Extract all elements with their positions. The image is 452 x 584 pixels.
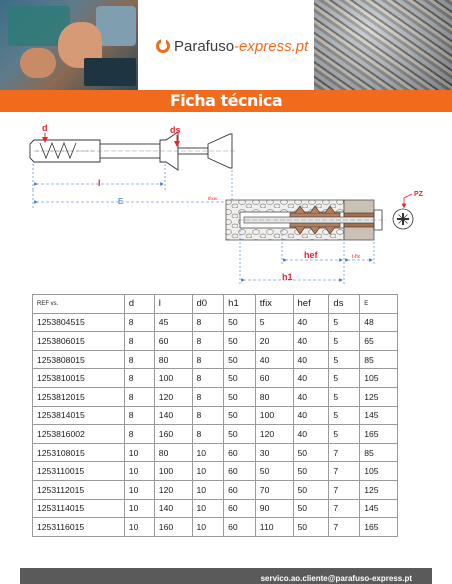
table-cell: 10	[124, 499, 154, 518]
header-tfix: tfix	[255, 295, 293, 314]
spec-table	[32, 294, 398, 537]
footer-bar	[20, 568, 432, 584]
table-cell: 7	[329, 518, 360, 537]
label-tfixer: tfixer	[208, 196, 218, 201]
label-l: l	[98, 178, 101, 188]
table-cell: 7	[329, 499, 360, 518]
table-cell: 1253804515	[33, 313, 125, 332]
table-cell: 125	[360, 480, 398, 499]
table-cell: 10	[124, 480, 154, 499]
table-cell: 145	[360, 499, 398, 518]
table-cell: 1253110015	[33, 462, 125, 481]
header-banner	[0, 0, 452, 90]
table-cell: 80	[154, 443, 192, 462]
table-cell: 1253116015	[33, 518, 125, 537]
screws-photo	[314, 0, 452, 90]
table-cell: 5	[329, 406, 360, 425]
table-cell: 120	[154, 480, 192, 499]
table-cell: 50	[293, 480, 329, 499]
table-cell: 10	[192, 443, 224, 462]
header-l: l	[154, 295, 192, 314]
table-row	[33, 406, 398, 425]
table-cell: 1253812015	[33, 387, 125, 406]
table-cell: 160	[154, 518, 192, 537]
table-cell: 105	[360, 462, 398, 481]
table-header-row	[33, 295, 398, 314]
table-cell: 165	[360, 425, 398, 444]
table-cell: 1253806015	[33, 332, 125, 351]
table-cell: 140	[154, 499, 192, 518]
table-cell: 5	[329, 313, 360, 332]
header-d0: d0	[192, 295, 224, 314]
table-cell: 40	[293, 425, 329, 444]
table-cell: 65	[360, 332, 398, 351]
table-row	[33, 499, 398, 518]
table-cell: 110	[255, 518, 293, 537]
spec-table-wrapper	[32, 294, 398, 537]
table-cell: 8	[124, 387, 154, 406]
table-cell: 50	[293, 518, 329, 537]
label-hef: hef	[304, 250, 318, 260]
table-row	[33, 332, 398, 351]
table-cell: 165	[360, 518, 398, 537]
table-cell: 80	[154, 350, 192, 369]
table-cell: 10	[192, 499, 224, 518]
page-title-bar	[0, 90, 452, 112]
table-row	[33, 350, 398, 369]
table-cell: 50	[255, 462, 293, 481]
table-cell: 40	[293, 406, 329, 425]
label-e: E	[118, 197, 124, 206]
table-cell: 60	[224, 518, 256, 537]
table-cell: 1253108015	[33, 443, 125, 462]
label-tfix: t-fix	[352, 254, 361, 260]
table-cell: 8	[192, 387, 224, 406]
table-cell: 7	[329, 480, 360, 499]
table-cell: 8	[192, 425, 224, 444]
table-cell: 50	[293, 499, 329, 518]
table-cell: 60	[224, 443, 256, 462]
table-cell: 105	[360, 369, 398, 388]
header-h1: h1	[224, 295, 256, 314]
table-cell: 100	[255, 406, 293, 425]
workshop-photo	[0, 0, 138, 90]
table-cell: 145	[360, 406, 398, 425]
label-pz: PZ	[414, 191, 423, 198]
table-cell: 7	[329, 443, 360, 462]
table-cell: 50	[293, 462, 329, 481]
table-cell: 90	[255, 499, 293, 518]
table-cell: 1253810015	[33, 369, 125, 388]
table-cell: 8	[124, 332, 154, 351]
table-cell: 10	[124, 443, 154, 462]
table-cell: 1253112015	[33, 480, 125, 499]
table-cell: 60	[224, 499, 256, 518]
logo-domain-text: -express.pt	[234, 37, 309, 55]
header-hef: hef	[293, 295, 329, 314]
table-cell: 40	[293, 369, 329, 388]
table-cell: 8	[124, 313, 154, 332]
table-cell: 50	[293, 443, 329, 462]
table-cell: 20	[255, 332, 293, 351]
table-cell: 5	[329, 369, 360, 388]
table-cell: 5	[329, 350, 360, 369]
table-cell: 1253814015	[33, 406, 125, 425]
table-cell: 85	[360, 350, 398, 369]
header-ref: REF vs.	[33, 295, 125, 314]
table-cell: 60	[224, 462, 256, 481]
table-cell: 50	[224, 369, 256, 388]
table-cell: 60	[154, 332, 192, 351]
table-row	[33, 313, 398, 332]
table-cell: 8	[192, 406, 224, 425]
table-cell: 5	[255, 313, 293, 332]
installed-anchor-section	[226, 200, 386, 240]
table-cell: 10	[192, 518, 224, 537]
table-cell: 40	[293, 350, 329, 369]
table-cell: 8	[124, 350, 154, 369]
table-cell: 120	[255, 425, 293, 444]
table-cell: 85	[360, 443, 398, 462]
table-cell: 60	[255, 369, 293, 388]
technical-drawing	[0, 118, 452, 290]
table-cell: 140	[154, 406, 192, 425]
table-cell: 10	[124, 462, 154, 481]
table-cell: 40	[293, 313, 329, 332]
table-cell: 1253808015	[33, 350, 125, 369]
table-row	[33, 387, 398, 406]
table-cell: 50	[224, 313, 256, 332]
logo-main-text: Parafuso	[174, 37, 235, 55]
table-cell: 10	[124, 518, 154, 537]
customer-service-email[interactable]: servico.ao.cliente@parafuso-express.pt	[260, 574, 412, 583]
table-cell: 10	[192, 462, 224, 481]
table-cell: 10	[192, 480, 224, 499]
header-ds: ds	[329, 295, 360, 314]
table-cell: 30	[255, 443, 293, 462]
table-cell: 80	[255, 387, 293, 406]
table-row	[33, 369, 398, 388]
table-cell: 60	[224, 480, 256, 499]
table-cell: 40	[255, 350, 293, 369]
table-cell: 50	[224, 387, 256, 406]
table-cell: 50	[224, 406, 256, 425]
power-icon	[156, 39, 170, 53]
table-cell: 7	[329, 462, 360, 481]
label-ds: ds	[170, 125, 181, 135]
table-row	[33, 518, 398, 537]
table-cell: 8	[192, 313, 224, 332]
table-cell: 45	[154, 313, 192, 332]
table-row	[33, 480, 398, 499]
table-row	[33, 443, 398, 462]
pz-drive-icon	[393, 209, 413, 229]
table-cell: 8	[192, 369, 224, 388]
table-cell: 100	[154, 369, 192, 388]
header-d: d	[124, 295, 154, 314]
table-cell: 8	[124, 425, 154, 444]
table-cell: 1253816002	[33, 425, 125, 444]
label-h1: h1	[282, 272, 293, 282]
table-cell: 160	[154, 425, 192, 444]
table-cell: 8	[124, 369, 154, 388]
table-cell: 8	[124, 406, 154, 425]
table-cell: 100	[154, 462, 192, 481]
table-cell: 8	[192, 350, 224, 369]
table-row	[33, 425, 398, 444]
table-cell: 40	[293, 332, 329, 351]
brand-logo[interactable]	[156, 36, 308, 56]
table-cell: 5	[329, 425, 360, 444]
table-cell: 1253114015	[33, 499, 125, 518]
table-cell: 5	[329, 387, 360, 406]
table-body	[33, 313, 398, 536]
table-cell: 125	[360, 387, 398, 406]
table-cell: 50	[224, 425, 256, 444]
table-cell: 5	[329, 332, 360, 351]
page-title: Ficha técnica	[169, 91, 283, 110]
table-cell: 50	[224, 350, 256, 369]
table-row	[33, 462, 398, 481]
table-cell: 120	[154, 387, 192, 406]
table-cell: 8	[192, 332, 224, 351]
table-cell: 48	[360, 313, 398, 332]
table-cell: 70	[255, 480, 293, 499]
header-e: E	[360, 295, 398, 314]
label-d: d	[42, 123, 48, 133]
table-cell: 50	[224, 332, 256, 351]
table-cell: 40	[293, 387, 329, 406]
anchor-side-view	[30, 132, 236, 170]
